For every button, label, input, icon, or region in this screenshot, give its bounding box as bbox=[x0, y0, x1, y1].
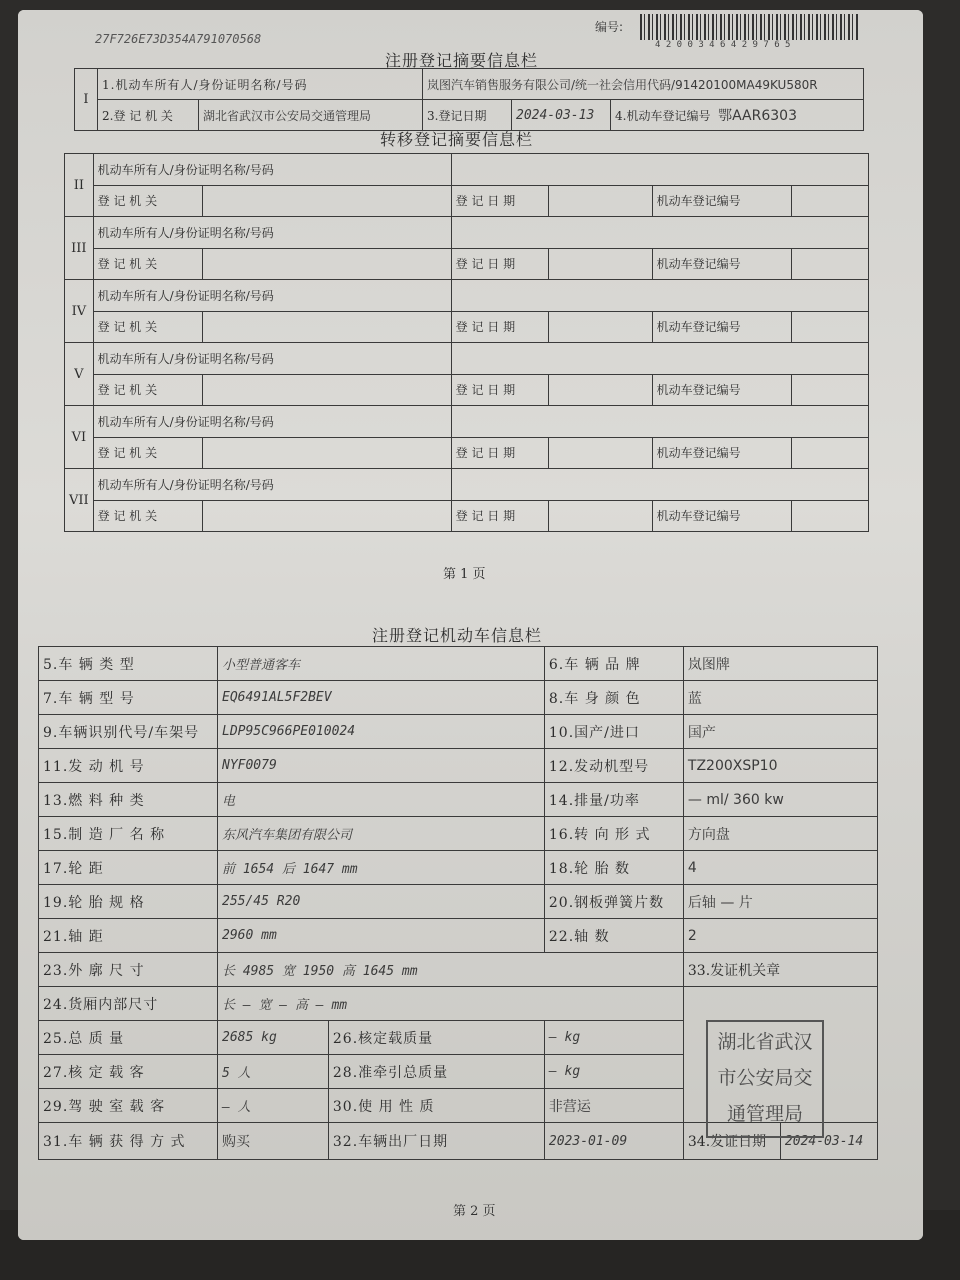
transfer-regno-label: 机动车登记编号 bbox=[652, 437, 791, 469]
transfer-regno-value bbox=[791, 311, 868, 343]
issuer-label: 33.发证机关章 bbox=[683, 953, 877, 987]
vehicle-field-label: 20.钢板弹簧片数 bbox=[544, 885, 683, 919]
transfer-authority-label: 登 记 机 关 bbox=[93, 311, 202, 343]
vehicle-row bbox=[39, 885, 878, 919]
vehicle-field-value: 小型普通客车 bbox=[218, 647, 545, 681]
transfer-authority-value bbox=[202, 311, 451, 343]
stamp-line-1: 湖北省武汉 bbox=[717, 1031, 813, 1053]
vehicle-field-label: 9.车辆识别代号/车架号 bbox=[39, 715, 218, 749]
transfer-date-value bbox=[548, 374, 652, 406]
use-nature-label: 30.使 用 性 质 bbox=[328, 1089, 544, 1123]
stamp-line-3: 通管理局 bbox=[726, 1103, 803, 1125]
transfer-owner-label: 机动车所有人/身份证明名称/号码 bbox=[93, 469, 451, 501]
vehicle-row bbox=[39, 851, 878, 885]
transfer-authority-value bbox=[202, 500, 451, 532]
transfer-regno-label: 机动车登记编号 bbox=[652, 374, 791, 406]
roman-numeral: VI bbox=[65, 406, 94, 469]
tow-mass-value: — kg bbox=[544, 1055, 683, 1089]
authority-label: 2.登 记 机 关 bbox=[98, 100, 199, 131]
vehicle-field-value: 国产 bbox=[683, 715, 877, 749]
vehicle-field-label: 5.车 辆 类 型 bbox=[39, 647, 218, 681]
transfer-authority-label: 登 记 机 关 bbox=[93, 374, 202, 406]
transfer-regno-label: 机动车登记编号 bbox=[652, 500, 791, 532]
transfer-date-value bbox=[548, 437, 652, 469]
transfer-authority-value bbox=[202, 248, 451, 280]
transfer-regno-value bbox=[791, 500, 868, 532]
transfer-date-label: 登 记 日 期 bbox=[451, 311, 548, 343]
vehicle-field-value: LDP95C966PE010024 bbox=[218, 715, 545, 749]
transfer-regno-value bbox=[791, 374, 868, 406]
rated-load-label: 26.核定载质量 bbox=[328, 1021, 544, 1055]
owner-label: 1.机动车所有人/身份证明名称/号码 bbox=[98, 69, 423, 100]
transfer-owner-value bbox=[451, 154, 868, 186]
transfer-regno-label: 机动车登记编号 bbox=[652, 248, 791, 280]
vehicle-field-value: 蓝 bbox=[683, 681, 877, 715]
owner-value: 岚图汽车销售服务有限公司/统一社会信用代码/91420100MA49KU580R bbox=[423, 69, 864, 100]
vehicle-info-header: 注册登记机动车信息栏 bbox=[372, 626, 543, 645]
transfer-owner-label: 机动车所有人/身份证明名称/号码 bbox=[93, 154, 451, 186]
vehicle-row bbox=[39, 715, 878, 749]
vehicle-field-label: 6.车 辆 品 牌 bbox=[544, 647, 683, 681]
vehicle-field-label: 11.发 动 机 号 bbox=[39, 749, 218, 783]
vehicle-row bbox=[39, 953, 878, 987]
rated-seats-label: 27.核 定 载 客 bbox=[39, 1055, 218, 1089]
vehicle-row bbox=[39, 681, 878, 715]
reg-date-label: 3.登记日期 bbox=[423, 100, 512, 131]
regno-value: 鄂AAR6303 bbox=[718, 108, 797, 124]
transfer-regno-label: 机动车登记编号 bbox=[652, 185, 791, 217]
vehicle-field-value: 2 bbox=[683, 919, 877, 953]
roman-numeral: IV bbox=[65, 280, 94, 343]
transfer-regno-value bbox=[791, 437, 868, 469]
transfer-row-sub bbox=[65, 185, 869, 217]
tow-mass-label: 28.准牵引总质量 bbox=[328, 1055, 544, 1089]
transfer-authority-label: 登 记 机 关 bbox=[93, 248, 202, 280]
vehicle-row bbox=[39, 749, 878, 783]
manufacture-date-label: 32.车辆出厂日期 bbox=[328, 1123, 544, 1160]
transfer-row-sub bbox=[65, 248, 869, 280]
transfer-owner-label: 机动车所有人/身份证明名称/号码 bbox=[93, 406, 451, 438]
vehicle-row bbox=[39, 987, 878, 1021]
vehicle-field-value: 电 bbox=[218, 783, 545, 817]
page-2-label: 第 2 页 bbox=[453, 1204, 496, 1219]
transfer-row bbox=[65, 406, 869, 438]
transfer-authority-value bbox=[202, 437, 451, 469]
vehicle-field-label: 14.排量/功率 bbox=[544, 783, 683, 817]
vehicle-field-value: 2960 mm bbox=[218, 919, 545, 953]
transfer-date-value bbox=[548, 185, 652, 217]
transfer-authority-label: 登 记 机 关 bbox=[93, 500, 202, 532]
transfer-date-value bbox=[548, 500, 652, 532]
transfer-date-label: 登 记 日 期 bbox=[451, 185, 548, 217]
transfer-authority-value bbox=[202, 374, 451, 406]
transfer-owner-label: 机动车所有人/身份证明名称/号码 bbox=[93, 280, 451, 312]
vehicle-field-value: TZ200XSP10 bbox=[683, 749, 877, 783]
transfer-row bbox=[65, 217, 869, 249]
vehicle-field-value: 4 bbox=[683, 851, 877, 885]
issue-date-value: 2024-03-14 bbox=[780, 1123, 877, 1160]
transfer-row-sub bbox=[65, 374, 869, 406]
vehicle-field-label: 22.轴 数 bbox=[544, 919, 683, 953]
vehicle-field-value: EQ6491AL5F2BEV bbox=[218, 681, 545, 715]
vehicle-field-label: 18.轮 胎 数 bbox=[544, 851, 683, 885]
issue-date-label: 34.发证日期 bbox=[683, 1123, 780, 1160]
outer-dim-value: 长 4985 宽 1950 高 1645 mm bbox=[218, 953, 684, 987]
transfer-owner-value bbox=[451, 406, 868, 438]
vehicle-field-label: 19.轮 胎 规 格 bbox=[39, 885, 218, 919]
vehicle-field-label: 7.车 辆 型 号 bbox=[39, 681, 218, 715]
transfer-owner-value bbox=[451, 217, 868, 249]
issuing-authority-stamp bbox=[706, 1020, 824, 1138]
barcode-image bbox=[640, 14, 858, 40]
vehicle-row bbox=[39, 647, 878, 681]
roman-numeral: III bbox=[65, 217, 94, 280]
vehicle-field-label: 15.制 造 厂 名 称 bbox=[39, 817, 218, 851]
transfer-date-value bbox=[548, 311, 652, 343]
rated-load-value: — kg bbox=[544, 1021, 683, 1055]
acquisition-label: 31.车 辆 获 得 方 式 bbox=[39, 1123, 218, 1160]
total-mass-label: 25.总 质 量 bbox=[39, 1021, 218, 1055]
transfer-owner-label: 机动车所有人/身份证明名称/号码 bbox=[93, 217, 451, 249]
transfer-date-label: 登 记 日 期 bbox=[451, 248, 548, 280]
vehicle-field-value: 岚图牌 bbox=[683, 647, 877, 681]
transfer-date-label: 登 记 日 期 bbox=[451, 374, 548, 406]
cargo-dim-label: 24.货厢内部尺寸 bbox=[39, 987, 218, 1021]
transfer-authority-label: 登 记 机 关 bbox=[93, 437, 202, 469]
serial-number: 27F726E73D354A791070568 bbox=[95, 32, 262, 46]
vehicle-field-label: 8.车 身 颜 色 bbox=[544, 681, 683, 715]
vehicle-row bbox=[39, 783, 878, 817]
roman-numeral: I bbox=[75, 69, 98, 131]
vehicle-field-value: NYF0079 bbox=[218, 749, 545, 783]
vehicle-row bbox=[39, 817, 878, 851]
transfer-date-label: 登 记 日 期 bbox=[451, 437, 548, 469]
transfer-row bbox=[65, 343, 869, 375]
vehicle-field-value: 方向盘 bbox=[683, 817, 877, 851]
vehicle-field-label: 10.国产/进口 bbox=[544, 715, 683, 749]
vehicle-field-value: 东风汽车集团有限公司 bbox=[218, 817, 545, 851]
reg-summary-table bbox=[74, 68, 864, 131]
manufacture-date-value: 2023-01-09 bbox=[544, 1123, 683, 1160]
vehicle-field-label: 17.轮 距 bbox=[39, 851, 218, 885]
transfer-row-sub bbox=[65, 437, 869, 469]
transfer-owner-label: 机动车所有人/身份证明名称/号码 bbox=[93, 343, 451, 375]
reg-summary-header: 注册登记摘要信息栏 bbox=[385, 51, 539, 70]
transfer-date-label: 登 记 日 期 bbox=[451, 500, 548, 532]
regno-label-text: 4.机动车登记编号 bbox=[615, 109, 711, 123]
vehicle-field-label: 12.发动机型号 bbox=[544, 749, 683, 783]
transfer-row-sub bbox=[65, 500, 869, 532]
roman-numeral: II bbox=[65, 154, 94, 217]
number-label: 编号: bbox=[595, 20, 624, 34]
transfer-row bbox=[65, 469, 869, 501]
use-nature-value: 非营运 bbox=[544, 1089, 683, 1123]
transfer-row-sub bbox=[65, 311, 869, 343]
transfer-owner-value bbox=[451, 343, 868, 375]
vehicle-field-label: 13.燃 料 种 类 bbox=[39, 783, 218, 817]
barcode-number: 4 2 0 0 3 4 6 4 2 9 7 6 5 bbox=[655, 40, 791, 50]
stamp-line-2: 市公安局交 bbox=[717, 1067, 813, 1089]
transfer-owner-value bbox=[451, 280, 868, 312]
vehicle-field-value: 255/45 R20 bbox=[218, 885, 545, 919]
transfer-owner-value bbox=[451, 469, 868, 501]
outer-dim-label: 23.外 廓 尺 寸 bbox=[39, 953, 218, 987]
transfer-date-value bbox=[548, 248, 652, 280]
transfer-authority-label: 登 记 机 关 bbox=[93, 185, 202, 217]
reg-date-value: 2024-03-13 bbox=[512, 100, 611, 131]
vehicle-field-value: 前 1654 后 1647 mm bbox=[218, 851, 545, 885]
cab-seats-value: — 人 bbox=[218, 1089, 329, 1123]
roman-numeral: VII bbox=[65, 469, 94, 532]
transfer-summary-table bbox=[64, 153, 869, 532]
transfer-regno-label: 机动车登记编号 bbox=[652, 311, 791, 343]
transfer-row bbox=[65, 280, 869, 312]
vehicle-field-label: 16.转 向 形 式 bbox=[544, 817, 683, 851]
acquisition-value: 购买 bbox=[218, 1123, 329, 1160]
transfer-summary-header: 转移登记摘要信息栏 bbox=[380, 130, 534, 149]
page-1-label: 第 1 页 bbox=[443, 567, 486, 582]
transfer-row bbox=[65, 154, 869, 186]
regno-label bbox=[611, 100, 864, 131]
vehicle-field-value: 后轴 — 片 bbox=[683, 885, 877, 919]
transfer-regno-value bbox=[791, 185, 868, 217]
transfer-regno-value bbox=[791, 248, 868, 280]
cab-seats-label: 29.驾 驶 室 载 客 bbox=[39, 1089, 218, 1123]
transfer-authority-value bbox=[202, 185, 451, 217]
vehicle-row bbox=[39, 919, 878, 953]
authority-value: 湖北省武汉市公安局交通管理局 bbox=[199, 100, 423, 131]
roman-numeral: V bbox=[65, 343, 94, 406]
vehicle-field-label: 21.轴 距 bbox=[39, 919, 218, 953]
vehicle-field-value: — ml/ 360 kw bbox=[683, 783, 877, 817]
rated-seats-value: 5 人 bbox=[218, 1055, 329, 1089]
cargo-dim-value: 长 — 宽 — 高 — mm bbox=[218, 987, 684, 1021]
total-mass-value: 2685 kg bbox=[218, 1021, 329, 1055]
